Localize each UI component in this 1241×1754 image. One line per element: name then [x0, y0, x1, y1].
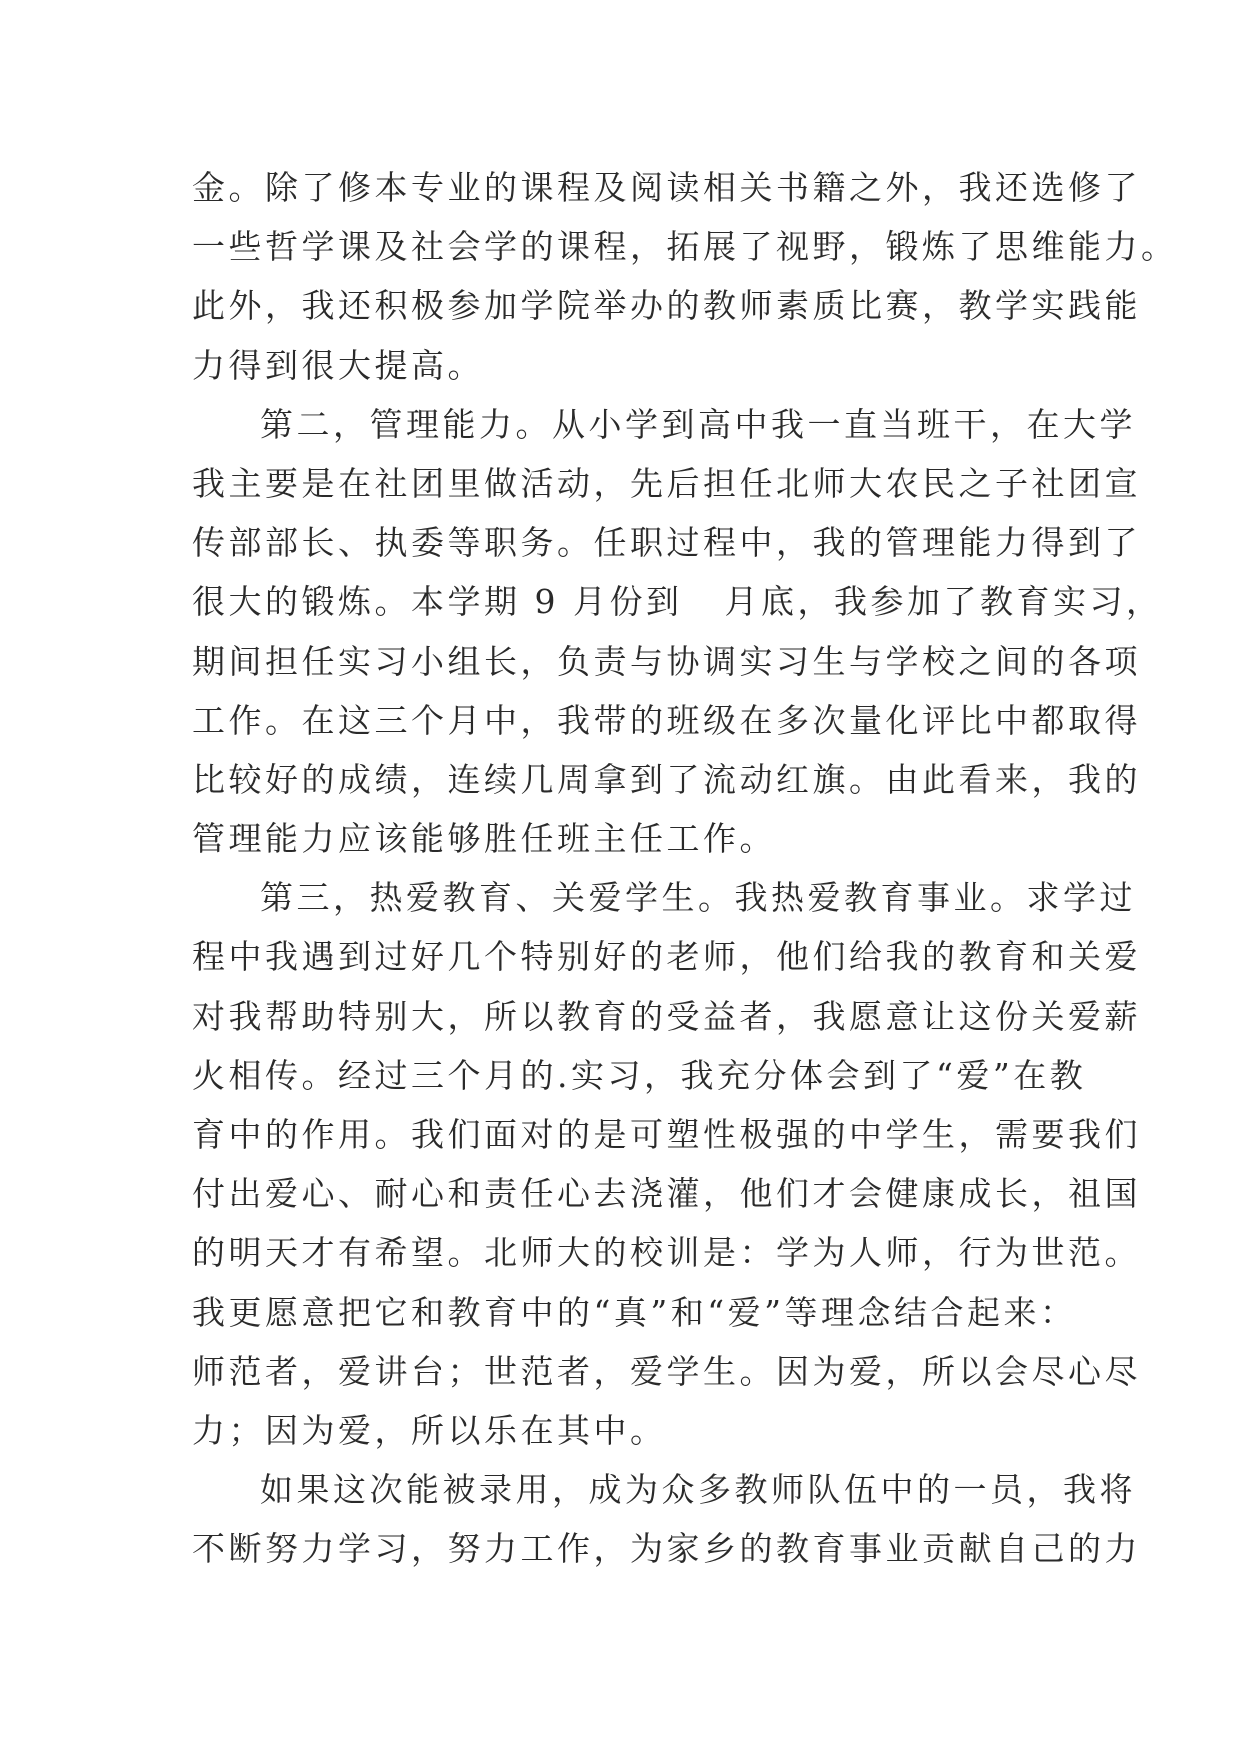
- text-line: 传部部长、执委等职务。任职过程中，我的管理能力得到了: [192, 523, 1141, 563]
- text-line: 管理能力应该能够胜任班主任工作。: [192, 819, 776, 859]
- text-line: 我主要是在社团里做活动，先后担任北师大农民之子社团宣: [192, 463, 1141, 503]
- text-line: 力；因为爱，所以乐在其中。: [192, 1410, 667, 1450]
- text-line: 此外，我还积极参加学院举办的教师素质比赛，教学实践能: [192, 286, 1141, 326]
- text-line: 一些哲学课及社会学的课程，拓展了视野，锻炼了思维能力。: [192, 227, 1178, 267]
- text-line: 不断努力学习，努力工作，为家乡的教育事业贡献自己的力: [192, 1529, 1141, 1569]
- text-line: 育中的作用。我们面对的是可塑性极强的中学生，需要我们: [192, 1115, 1141, 1154]
- text-line: 程中我遇到过好几个特别好的老师，他们给我的教育和关爱: [192, 937, 1141, 977]
- paragraph-first-line: 第二，管理能力。从小学到高中我一直当班干，在大学: [260, 404, 1136, 444]
- text-line: 对我帮助特别大，所以教育的受益者，我愿意让这份关爱薪: [192, 996, 1141, 1036]
- text-line: 付出爱心、耐心和责任心去浇灌，他们才会健康成长，祖国: [192, 1174, 1141, 1214]
- text-line: 我更愿意把它和教育中的“真”和“爱”等理念结合起来：: [192, 1292, 1077, 1332]
- text-line: 很大的锻炼。本学期 9 月份到 月底，我参加了教育实习，: [192, 582, 1163, 622]
- text-line: 火相传。经过三个月的.实习，我充分体会到了“爱”在教: [192, 1055, 1087, 1095]
- body-text: [192, 158, 1178, 1579]
- text-line: 力得到很大提高。: [192, 345, 484, 385]
- text-line: 的明天才有希望。北师大的校训是：学为人师，行为世范。: [192, 1233, 1141, 1273]
- text-line: 期间担任实习小组长，负责与协调实习生与学校之间的各项: [192, 641, 1141, 681]
- text-line: 工作。在这三个月中，我带的班级在多次量化评比中都取得: [192, 700, 1141, 740]
- paragraph-first-line: 第三，热爱教育、关爱学生。我热爱教育事业。求学过: [260, 878, 1136, 918]
- text-line: 金。除了修本专业的课程及阅读相关书籍之外，我还选修了: [192, 168, 1141, 207]
- text-line: 师范者，爱讲台；世范者，爱学生。因为爱，所以会尽心尽: [192, 1351, 1141, 1391]
- paragraph-first-line: 如果这次能被录用，成为众多教师队伍中的一员，我将: [260, 1470, 1136, 1510]
- text-line: 比较好的成绩，连续几周拿到了流动红旗。由此看来，我的: [192, 759, 1141, 799]
